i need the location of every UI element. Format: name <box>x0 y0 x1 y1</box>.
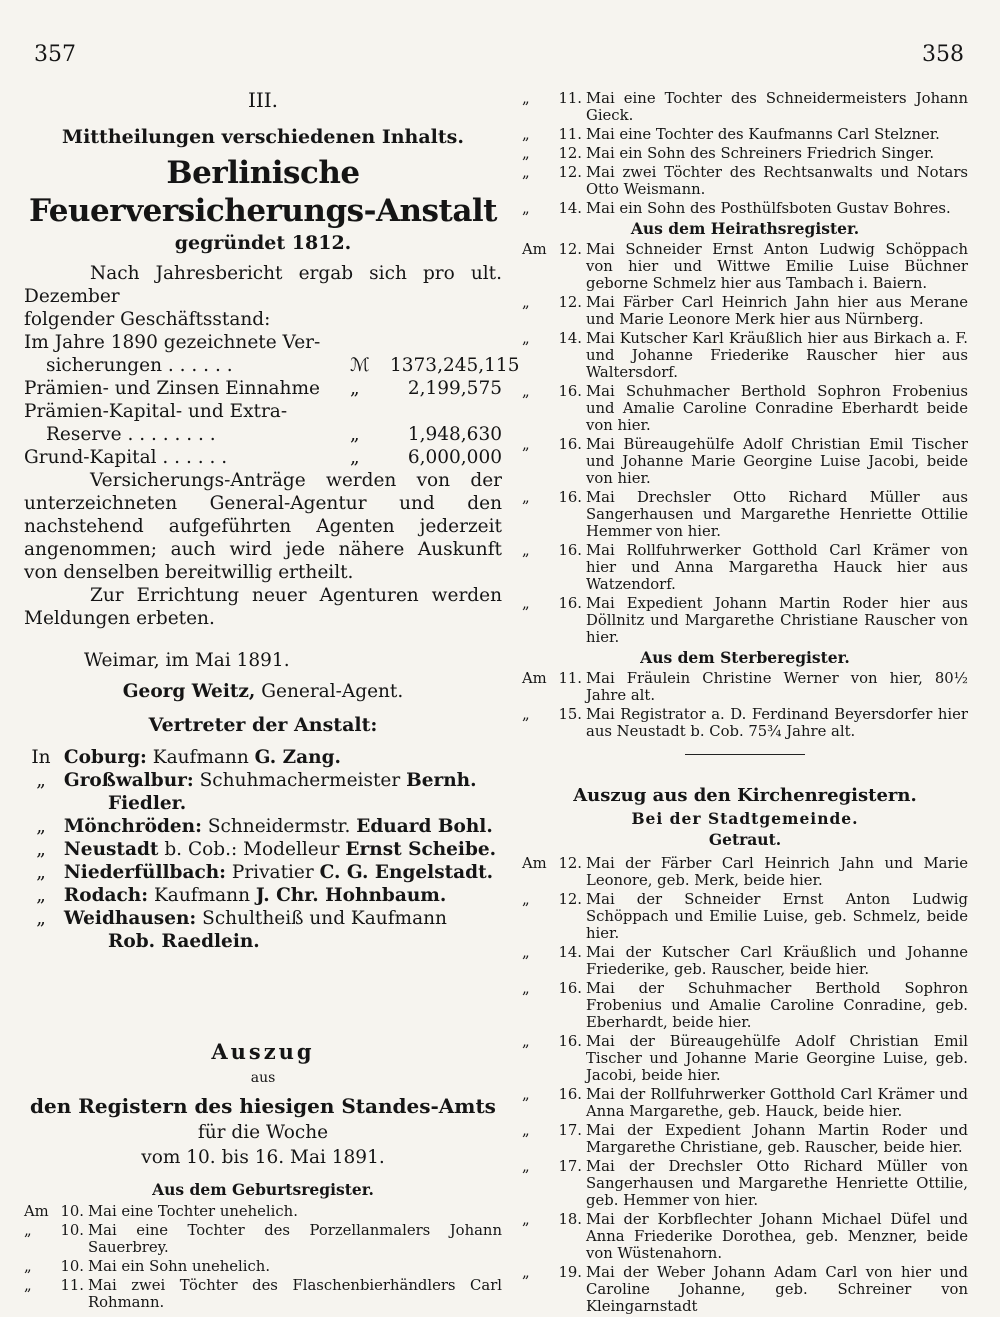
rep-text: b. Cob.: Modelleur <box>164 839 340 860</box>
fin-row <box>24 354 520 377</box>
week-line-1: für die Woche <box>197 1122 329 1143</box>
rep-place: Mönchröden: <box>63 816 202 837</box>
auszug-title: Auszug <box>211 1039 315 1064</box>
church-register-heading: Auszug aus den Kirchenregistern. <box>573 785 917 806</box>
rep-text: Schuhmachermeister <box>199 770 401 791</box>
entry-text: Mai der Rollfuhrwerker Gotthold Carl Krämer und Anna Margarethe, geb. Hauck, beide hier. <box>586 1086 968 1120</box>
entry-day: 10. <box>60 1203 84 1220</box>
fin-value: 1373,245,115 <box>390 355 520 376</box>
paragraph-applications: Versicherungs-Anträge werden von der unterzeichneten General-Agentur und den nachstehend aufgeführten Agenten jederzeit angenommen; auch wird jede nähere Auskunft von denselben bereitwillig ertheilt. <box>24 470 502 583</box>
register-entry <box>522 891 968 942</box>
entry-prefix: „ <box>522 595 530 612</box>
entry-text: Mai Drechsler Otto Richard Müller aus Sangerhausen und Margarethe Henriette Ottilie Hemmer von hier. <box>586 489 968 540</box>
fin-value: 6,000,000 <box>407 447 502 468</box>
agent-name: Georg Weitz, <box>122 681 256 702</box>
entry-text: Mai der Expedient Johann Martin Roder und Margarethe Christiane, geb. Rauscher, beide hier. <box>586 1122 968 1156</box>
entry-day: 15. <box>558 706 582 723</box>
fin-unit <box>350 331 390 354</box>
entry-text: Mai Expedient Johann Martin Roder hier aus Döllnitz und Margarethe Christiane Rauscher von hier. <box>586 595 968 646</box>
fin-value: 1,948,630 <box>407 424 502 445</box>
marriage-register-list <box>522 241 968 646</box>
register-entry <box>522 200 968 217</box>
register-entry <box>24 1258 502 1275</box>
entry-text: Mai Fräulein Christine Werner von hier, 80½ Jahre alt. <box>586 670 968 704</box>
entry-text: Mai eine Tochter des Porzellanmalers Johann Sauerbrey. <box>88 1222 502 1256</box>
week-line-2: vom 10. bis 16. Mai 1891. <box>141 1147 385 1168</box>
register-entry <box>522 145 968 162</box>
register-title: den Registern des hiesigen Standes-Amts <box>30 1094 496 1118</box>
entry-day: 11. <box>558 126 582 143</box>
rep-name: Ernst Scheibe. <box>345 839 497 860</box>
entry-text: Mai Schneider Ernst Anton Ludwig Schöppach von hier und Wittwe Emilie Luise Büchner geborne Schmelz hier aus Tambach i. Baiern. <box>586 241 968 292</box>
entry-day: 14. <box>558 944 582 961</box>
section-divider <box>685 754 805 755</box>
fin-row <box>24 423 502 446</box>
fin-label: Reserve . . . . . . . . <box>46 424 216 445</box>
entry-prefix: „ <box>522 1158 530 1175</box>
birth-register-heading: Aus dem Geburtsregister. <box>152 1180 374 1199</box>
entry-day: 19. <box>558 1264 582 1281</box>
register-entry <box>522 542 968 593</box>
register-entry <box>522 1086 968 1120</box>
entry-text: Mai der Korbflechter Johann Michael Düfel und Anna Friederike Dorothea, geb. Menzner, beide von Wüstenahorn. <box>586 1211 968 1262</box>
entry-text: Mai ein Sohn unehelich. <box>88 1258 271 1275</box>
register-entry <box>522 489 968 540</box>
fin-label: sicherungen . . . . . . <box>46 355 233 376</box>
entry-prefix: „ <box>522 200 530 217</box>
entry-day: 14. <box>558 200 582 217</box>
entry-prefix: „ <box>522 164 530 181</box>
register-entry <box>522 330 968 381</box>
entry-text: Mai Kutscher Karl Kräußlich hier aus Birkach a. F. und Johanne Friederike Rauscher hier aus Waltersdorf. <box>586 330 968 381</box>
fin-unit: „ <box>350 424 360 445</box>
section-number: III. <box>247 88 279 112</box>
intro-line-1: Nach Jahresbericht ergab sich pro ult. Dezember <box>24 263 502 307</box>
founded-line: gegründet 1812. <box>174 232 352 254</box>
death-register-heading: Aus dem Sterberegister. <box>640 648 850 667</box>
rep-text: Schultheiß und Kaufmann <box>202 908 447 929</box>
register-entry <box>522 1033 968 1084</box>
city-parish-heading: Bei der Stadtgemeinde. <box>631 809 859 828</box>
death-register-list <box>522 670 968 740</box>
rep-name: C. G. Engelstadt. <box>319 862 494 883</box>
left-column <box>24 88 520 1313</box>
rep-name: Eduard Bohl. <box>356 816 493 837</box>
birth-register-continued <box>522 90 968 217</box>
rep-name: J. Chr. Hohnbaum. <box>255 885 447 906</box>
fin-value: 2,199,575 <box>407 378 502 399</box>
birth-register-list <box>24 1203 502 1311</box>
rep-prefix: In <box>31 747 51 768</box>
representatives-list <box>24 746 502 953</box>
rep-prefix: „ <box>36 770 46 791</box>
entry-day: 16. <box>558 980 582 997</box>
fin-value <box>390 400 502 423</box>
fin-label: Im Jahre 1890 gezeichnete Ver- <box>24 332 321 353</box>
register-entry <box>522 294 968 328</box>
register-entry <box>522 1211 968 1262</box>
entry-prefix: „ <box>522 383 530 400</box>
entry-day: 10. <box>60 1258 84 1275</box>
register-entry <box>522 436 968 487</box>
fin-label: Prämien- und Zinsen Einnahme <box>24 378 320 399</box>
rep-prefix: „ <box>36 839 46 860</box>
representative-entry <box>24 815 502 838</box>
entry-text: Mai Schuhmacher Berthold Sophron Frobenius und Amalie Caroline Conradine Eberhardt beide von hier. <box>586 383 968 434</box>
entry-day: 12. <box>558 891 582 908</box>
page-number-left: 357 <box>34 42 76 67</box>
entry-day: 16. <box>558 595 582 612</box>
entry-prefix: „ <box>522 294 530 311</box>
entry-text: Mai eine Tochter des Schneidermeisters Johann Gieck. <box>586 90 968 124</box>
rep-prefix: „ <box>36 862 46 883</box>
entry-text: Mai der Drechsler Otto Richard Müller von Sangerhausen und Margarethe Henriette Ottilie, geb. Hemmer von hier. <box>586 1158 968 1209</box>
place-date: Weimar, im Mai 1891. <box>84 650 290 671</box>
right-column <box>522 90 968 1317</box>
entry-text: Mai eine Tochter unehelich. <box>88 1203 298 1220</box>
entry-day: 11. <box>60 1277 84 1294</box>
entry-text: Mai der Weber Johann Adam Carl von hier und Caroline Johanne, geb. Schreiner von Kleingarnstadt <box>586 1264 968 1315</box>
fin-unit: ℳ <box>350 355 370 376</box>
entry-prefix: Am <box>522 855 547 872</box>
entry-prefix: „ <box>522 126 530 143</box>
register-entry <box>522 706 968 740</box>
representative-entry <box>24 838 502 861</box>
entry-prefix: „ <box>522 542 530 559</box>
entry-prefix: „ <box>522 891 530 908</box>
entry-text: Mai der Büreaugehülfe Adolf Christian Emil Tischer und Johanne Marie Georgine Luise, geb. Jacobi, beide hier. <box>586 1033 968 1084</box>
entry-prefix: „ <box>522 1033 530 1050</box>
fin-label: Prämien-Kapital- und Extra- <box>24 401 288 422</box>
entry-prefix: „ <box>24 1222 32 1239</box>
register-entry <box>24 1277 502 1311</box>
register-entry <box>522 164 968 198</box>
entry-prefix: „ <box>522 90 530 107</box>
entry-text: Mai der Färber Carl Heinrich Jahn und Marie Leonore, geb. Merk, beide hier. <box>586 855 968 889</box>
married-list <box>522 855 968 1315</box>
rep-text: Kaufmann <box>153 885 250 906</box>
entry-prefix: Am <box>522 241 547 258</box>
entry-day: 18. <box>558 1211 582 1228</box>
entry-day: 16. <box>558 1033 582 1050</box>
entry-prefix: „ <box>522 436 530 453</box>
representative-entry <box>24 746 502 769</box>
entry-text: Mai Registrator a. D. Ferdinand Beyersdorfer hier aus Neustadt b. Cob. 75¾ Jahre alt. <box>586 706 968 740</box>
rep-place: Coburg: <box>63 747 147 768</box>
entry-day: 12. <box>558 241 582 258</box>
married-heading: Getraut. <box>708 830 782 849</box>
register-entry <box>522 90 968 124</box>
page-number-right: 358 <box>922 42 964 67</box>
section-title: Mittheilungen verschiedenen Inhalts. <box>62 126 464 148</box>
register-entry <box>522 1122 968 1156</box>
entry-day: 11. <box>558 90 582 107</box>
fin-unit <box>350 400 390 423</box>
entry-prefix: „ <box>522 1086 530 1103</box>
intro-line-2: folgender Geschäftsstand: <box>24 309 271 330</box>
entry-text: Mai eine Tochter des Kaufmanns Carl Stelzner. <box>586 126 940 143</box>
entry-text: Mai Rollfuhrwerker Gotthold Carl Krämer von hier und Anna Margaretha Hauck hier aus Watzendorf. <box>586 542 968 593</box>
register-entry <box>522 383 968 434</box>
rep-prefix: „ <box>36 816 46 837</box>
rep-place: Niederfüllbach: <box>63 862 226 883</box>
entry-day: 12. <box>558 294 582 311</box>
entry-prefix: „ <box>522 980 530 997</box>
company-name: Berlinische Feuerversicherungs-Anstalt <box>28 155 497 229</box>
entry-text: Mai Büreaugehülfe Adolf Christian Emil Tischer und Johanne Marie Georgine Luise Jacobi, beide von hier. <box>586 436 968 487</box>
entry-text: Mai zwei Töchter des Flaschenbierhändlers Carl Rohmann. <box>88 1277 502 1311</box>
entry-prefix: „ <box>522 489 530 506</box>
paragraph-new-agencies: Zur Errichtung neuer Agenturen werden Meldungen erbeten. <box>24 585 502 629</box>
rep-name: Bernh. <box>406 770 477 791</box>
rep-text: Privatier <box>231 862 314 883</box>
rep-prefix: „ <box>36 908 46 929</box>
fin-row <box>24 331 502 354</box>
entry-day: 17. <box>558 1122 582 1139</box>
entry-day: 17. <box>558 1158 582 1175</box>
register-entry <box>522 980 968 1031</box>
fin-unit: „ <box>350 378 360 399</box>
rep-place: Weidhausen: <box>63 908 197 929</box>
entry-prefix: Am <box>522 670 547 687</box>
register-entry <box>522 126 968 143</box>
entry-day: 11. <box>558 670 582 687</box>
rep-place: Neustadt <box>63 839 159 860</box>
rep-place: Großwalbur: <box>63 770 194 791</box>
rep-name-cont: Rob. Raedlein. <box>108 931 260 952</box>
entry-prefix: „ <box>522 944 530 961</box>
entry-day: 12. <box>558 164 582 181</box>
entry-prefix: „ <box>24 1277 32 1294</box>
agent-title: General-Agent. <box>261 681 404 702</box>
register-entry <box>522 670 968 704</box>
entry-text: Mai der Schneider Ernst Anton Ludwig Schöppach und Emilie Luise, geb. Schmelz, beide hier. <box>586 891 968 942</box>
representative-continuation <box>24 930 502 953</box>
rep-name-cont: Fiedler. <box>108 793 187 814</box>
register-entry <box>24 1203 502 1220</box>
fin-unit: „ <box>350 447 360 468</box>
rep-place: Rodach: <box>63 885 149 906</box>
rep-prefix: „ <box>36 885 46 906</box>
entry-day: 14. <box>558 330 582 347</box>
entry-prefix: „ <box>522 1122 530 1139</box>
entry-prefix: „ <box>522 1211 530 1228</box>
entry-day: 12. <box>558 855 582 872</box>
entry-text: Mai ein Sohn des Posthülfsboten Gustav Bohres. <box>586 200 951 217</box>
register-entry <box>522 1158 968 1209</box>
entry-day: 12. <box>558 145 582 162</box>
fin-label: Grund-Kapital . . . . . . <box>24 447 228 468</box>
representative-entry <box>24 861 502 884</box>
representative-entry <box>24 884 502 907</box>
entry-prefix: Am <box>24 1203 49 1220</box>
entry-prefix: „ <box>522 1264 530 1281</box>
register-entry <box>522 241 968 292</box>
register-entry <box>522 1264 968 1315</box>
auszug-aus: aus <box>250 1070 276 1086</box>
fin-row <box>24 400 502 423</box>
register-entry <box>522 595 968 646</box>
entry-text: Mai der Schuhmacher Berthold Sophron Frobenius und Amalie Caroline Conradine, geb. Eberhardt, beide hier. <box>586 980 968 1031</box>
entry-day: 16. <box>558 383 582 400</box>
fin-row <box>24 377 502 400</box>
representative-entry <box>24 907 502 930</box>
representative-continuation <box>24 792 502 815</box>
entry-prefix: „ <box>522 706 530 723</box>
fin-value <box>390 331 502 354</box>
agent-signature <box>24 681 502 702</box>
register-entry <box>522 944 968 978</box>
entry-prefix: „ <box>522 145 530 162</box>
rep-name: G. Zang. <box>254 747 341 768</box>
entry-day: 16. <box>558 436 582 453</box>
entry-text: Mai ein Sohn des Schreiners Friedrich Singer. <box>586 145 935 162</box>
entry-prefix: „ <box>24 1258 32 1275</box>
fin-row <box>24 446 502 469</box>
entry-day: 10. <box>60 1222 84 1239</box>
register-entry <box>522 855 968 889</box>
representatives-heading: Vertreter der Anstalt: <box>148 714 378 736</box>
entry-day: 16. <box>558 489 582 506</box>
register-entry <box>24 1222 502 1256</box>
representative-entry <box>24 769 502 792</box>
marriage-register-heading: Aus dem Heirathsregister. <box>630 219 860 238</box>
financial-table <box>24 331 520 469</box>
rep-text: Schneidermstr. <box>207 816 351 837</box>
entry-day: 16. <box>558 542 582 559</box>
entry-day: 16. <box>558 1086 582 1103</box>
entry-text: Mai zwei Töchter des Rechtsanwalts und Notars Otto Weismann. <box>586 164 968 198</box>
entry-text: Mai der Kutscher Carl Kräußlich und Johanne Friederike, geb. Rauscher, beide hier. <box>586 944 968 978</box>
rep-text: Kaufmann <box>152 747 249 768</box>
entry-text: Mai Färber Carl Heinrich Jahn hier aus Merane und Marie Leonore Merk hier aus Nürnberg. <box>586 294 968 328</box>
entry-prefix: „ <box>522 330 530 347</box>
